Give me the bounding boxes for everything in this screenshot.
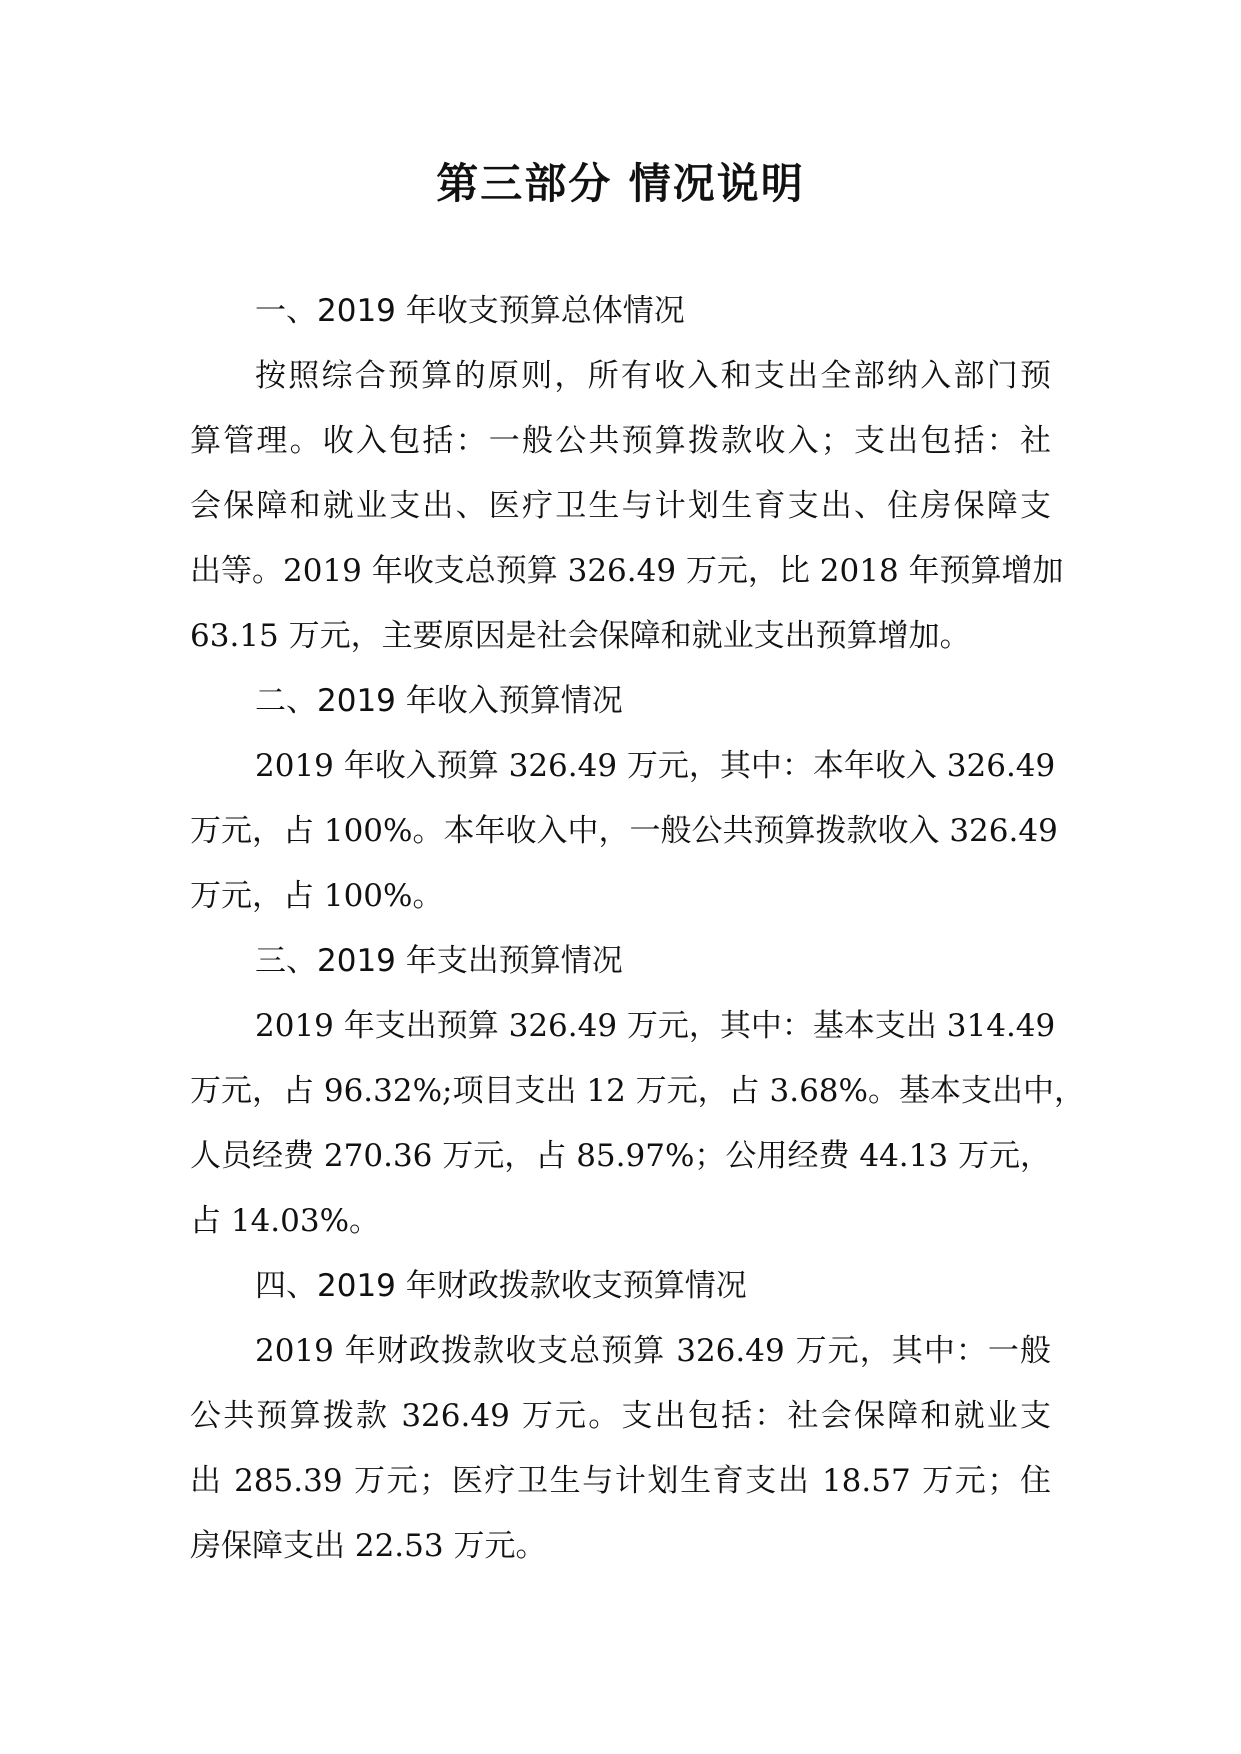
paragraph-line: 万元，占 100%。 xyxy=(190,878,444,914)
section-overall-budget xyxy=(190,279,1064,669)
paragraph-line: 按照综合预算的原则，所有收入和支出全部纳入部门预 xyxy=(255,358,1051,394)
section-heading: 四、2019 年财政拨款收支预算情况 xyxy=(255,1268,747,1304)
paragraph-line: 出 285.39 万元；医疗卫生与计划生育支出 18.57 万元；住 xyxy=(190,1463,1051,1499)
section-income-budget xyxy=(190,669,1058,929)
paragraph-line: 房保障支出 22.53 万元。 xyxy=(190,1528,547,1564)
section-heading: 一、2019 年收支预算总体情况 xyxy=(255,293,685,329)
document-body xyxy=(190,279,1085,1579)
paragraph-line: 人员经费 270.36 万元，占 85.97%；公用经费 44.13 万元， xyxy=(190,1138,1051,1174)
section-heading: 三、2019 年支出预算情况 xyxy=(255,943,623,979)
section-fiscal-appropriation-budget xyxy=(190,1254,1051,1579)
section-expenditure-budget xyxy=(190,929,1085,1254)
section-heading: 二、2019 年收入预算情况 xyxy=(255,683,623,719)
paragraph-line: 占 14.03%。 xyxy=(190,1203,381,1239)
paragraph-line: 63.15 万元，主要原因是社会保障和就业支出预算增加。 xyxy=(190,618,971,654)
paragraph-line: 2019 年支出预算 326.49 万元，其中：基本支出 314.49 xyxy=(255,1008,1056,1044)
paragraph-line: 算管理。收入包括：一般公共预算拨款收入；支出包括：社 xyxy=(190,423,1051,459)
paragraph-line: 万元，占 96.32%;项目支出 12 万元，占 3.68%。基本支出中， xyxy=(190,1073,1085,1109)
paragraph-line: 出等。2019 年收支总预算 326.49 万元，比 2018 年预算增加 xyxy=(190,553,1064,589)
page-title: 第三部分 情况说明 xyxy=(436,159,805,208)
paragraph-line: 会保障和就业支出、医疗卫生与计划生育支出、住房保障支 xyxy=(190,488,1051,524)
paragraph-line: 2019 年财政拨款收支总预算 326.49 万元，其中：一般 xyxy=(255,1333,1051,1369)
paragraph-line: 万元，占 100%。本年收入中，一般公共预算拨款收入 326.49 xyxy=(190,813,1058,849)
paragraph-line: 公共预算拨款 326.49 万元。支出包括：社会保障和就业支 xyxy=(190,1398,1051,1434)
paragraph-line: 2019 年收入预算 326.49 万元，其中：本年收入 326.49 xyxy=(255,748,1056,784)
